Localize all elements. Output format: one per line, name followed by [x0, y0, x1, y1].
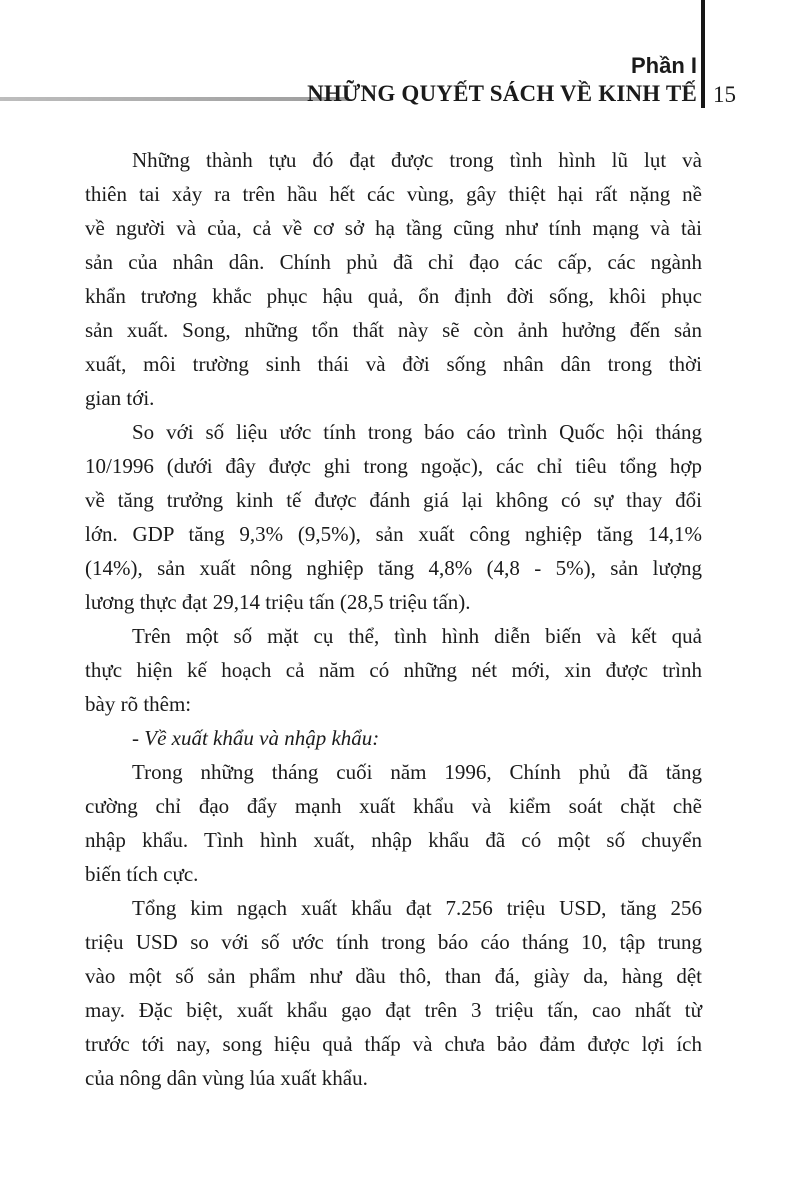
text-line: nhập khẩu. Tình hình xuất, nhập khẩu đã có một số chuyển [85, 828, 702, 852]
text-line: sản xuất. Song, những tổn thất này sẽ còn ảnh hưởng đến sản [85, 318, 702, 342]
text-line: xuất, môi trường sinh thái và đời sống nhân dân trong thời [85, 352, 702, 376]
text-line: Trong những tháng cuối năm 1996, Chính phủ đã tăng [132, 760, 702, 784]
paragraph [85, 891, 702, 1095]
text-line: may. Đặc biệt, xuất khẩu gạo đạt trên 3 triệu tấn, cao nhất từ [85, 998, 702, 1022]
text-line: thiên tai xảy ra trên hầu hết các vùng, gây thiệt hại rất nặng nề [85, 182, 702, 206]
text-line: thực hiện kế hoạch cả năm có những nét mới, xin được trình [85, 658, 702, 682]
chapter-title: NHỮNG QUYẾT SÁCH VỀ KINH TẾ [307, 81, 697, 106]
text-line: - Về xuất khẩu và nhập khẩu: [132, 726, 380, 750]
text-line: lớn. GDP tăng 9,3% (9,5%), sản xuất công nghiệp tăng 14,1% [85, 522, 702, 546]
text-line: sản của nhân dân. Chính phủ đã chỉ đạo các cấp, các ngành [85, 250, 702, 274]
text-line: của nông dân vùng lúa xuất khẩu. [85, 1066, 368, 1090]
page-body [85, 143, 702, 1095]
text-line: Tổng kim ngạch xuất khẩu đạt 7.256 triệu USD, tăng 256 [132, 896, 702, 920]
text-line: (14%), sản xuất nông nghiệp tăng 4,8% (4,8 - 5%), sản lượng [85, 556, 702, 580]
text-line: cường chỉ đạo đẩy mạnh xuất khẩu và kiểm soát chặt chẽ [85, 794, 702, 818]
text-line: lương thực đạt 29,14 triệu tấn (28,5 triệu tấn). [85, 590, 471, 614]
text-line: triệu USD so với số ước tính trong báo cáo tháng 10, tập trung [85, 930, 702, 954]
header-vertical-bar [701, 0, 705, 108]
text-line: khẩn trương khắc phục hậu quả, ổn định đời sống, khôi phục [85, 284, 702, 308]
text-line: gian tới. [85, 386, 155, 410]
text-line: bày rõ thêm: [85, 692, 192, 716]
text-line: về người và của, cả về cơ sở hạ tầng cũng như tính mạng và tài [85, 216, 702, 240]
text-line: vào một số sản phẩm như dầu thô, than đá, giày da, hàng dệt [85, 964, 702, 988]
text-line: Những thành tựu đó đạt được trong tình hình lũ lụt và [132, 148, 702, 172]
text-line: 10/1996 (dưới đây được ghi trong ngoặc), các chỉ tiêu tổng hợp [85, 454, 702, 478]
paragraph [85, 143, 702, 415]
part-label: Phần I [630, 53, 697, 78]
text-line: về tăng trưởng kinh tế được đánh giá lại không có sự thay đổi [85, 488, 702, 512]
paragraph [85, 755, 702, 891]
text-line: trước tới nay, song hiệu quả thấp và chưa bảo đảm được lợi ích [85, 1032, 702, 1056]
page-number: 15 [713, 82, 736, 107]
paragraph [85, 721, 702, 755]
paragraph [85, 415, 702, 619]
text-line: Trên một số mặt cụ thể, tình hình diễn biến và kết quả [132, 624, 702, 648]
text-line: biến tích cực. [85, 862, 199, 886]
paragraph [85, 619, 702, 721]
text-line: So với số liệu ước tính trong báo cáo trình Quốc hội tháng [132, 420, 702, 444]
